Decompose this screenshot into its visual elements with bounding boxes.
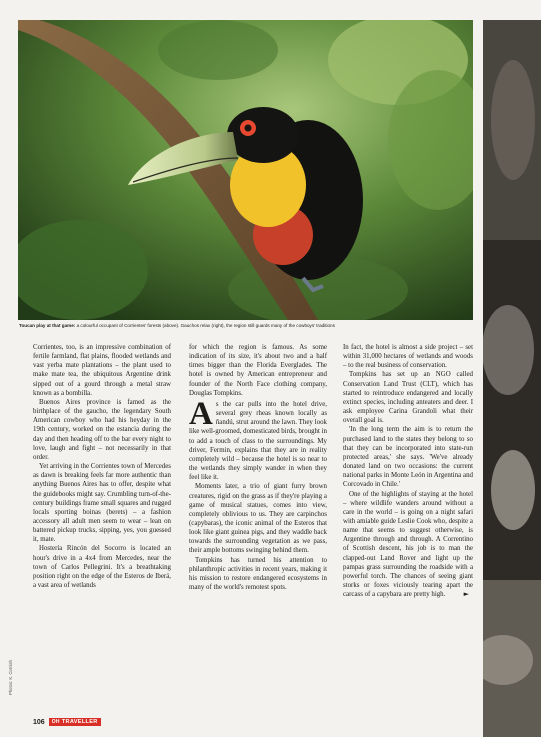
page-footer [33, 717, 101, 727]
dropcap-paragraph [189, 395, 327, 482]
drop-cap: A [189, 395, 213, 432]
paragraph: for which the region is famous. As some indication of its size, it's about two and a half times bigger than the Florida Everglades. The hotel is owned by American entrepreneur and founder of the North Face clothing company, Douglas Tompkins. [189, 344, 327, 397]
article-column-1 [33, 343, 171, 590]
paragraph: Buenos Aires province is famed as the birthplace of the gaucho, the legendary South American cowboy who had his heyday in the 19th century, worked on the estancia during the day and then heading off to the bar every night to love, laugh and fight – not necessarily in that order. [33, 398, 171, 461]
paragraph: Corrientes, too, is an impressive combination of fertile farmland, flat plains, flooded wetlands and vast yerba mate plantations – the plant used to make mate tea, the ubiquitous Argentine drink sipped out of a gourd through a metal straw known as a bombilla. [33, 344, 171, 397]
gauchos-illustration [483, 20, 541, 737]
gauchos-photo-edge [483, 20, 541, 737]
paragraph: Hostería Rincón del Socorro is located an hour's drive in a 4x4 from Mercedes, near the town of Carlos Pellegrini. It's a breathtaking position right on the edge of the Esteros de Iberá, a vast area of wetlands [33, 545, 171, 590]
paragraph: Moments later, a trio of giant furry brown creatures, rigid on the grass as if they're playing a game of musical statues, comes into view, completely oblivious to us. They are carpinchos (capybaras), the iconic animal of the Esteros that look like giant guinea pigs, and they waddle back towards the surrounding vegetation as we pass, their ample bottoms swinging behind them. [189, 483, 327, 555]
article-column-3 [343, 343, 473, 599]
photo-credit: Photos: K. Cornish [8, 660, 13, 695]
paragraph: Yet arriving in the Corrientes town of Mercedes as dawn is breaking feels far more authentic than anything Buenos Aires has to offer, despite what the guidebooks might say. Crumbling turn-of-the-century buildings frame small squares and rugged locals sporting boinas (berets) – a fashion accessory all adult men seem to wear – lean on battered pickup trucks, sipping, yes, you guessed it, mate. [33, 463, 171, 544]
right-arrow-icon: ► [463, 590, 469, 599]
paragraph: Tompkins has turned his attention to philanthropic activities in recent years, making it his mission to restore endangered ecosystems in many of the world's remotest spots. [189, 556, 327, 592]
paragraph: Tompkins has set up an NGO called Conservation Land Trust (CLT), which has started to reintroduce endangered and locally extinct species, including anteaters and deer. I ask employee Carina Grandoli what their overall goal is. [343, 371, 473, 425]
caption-lead: Toucan play at that game: [19, 323, 76, 328]
article-column-2 [189, 343, 327, 592]
toucan-illustration [18, 20, 473, 320]
paragraph [343, 490, 473, 600]
brand-name: TRAVELLER [61, 719, 98, 725]
toucan-photo [18, 20, 473, 320]
brand-badge [49, 718, 101, 726]
paragraph-text: One of the highlights of staying at the hotel – where wildlife wanders around without a care in the world – is going on a night safari with amiable guide Leslie Cook who, despite a name that seems to suggest otherwise, is Argentine through and through. A Correntino of Scottish descent, his job is to man the clapped-out Land Rover and light up the pampas grass surrounding the roadside with a powerful torch. The chances of seeing giant storks or foxes viciously tearing apart the carcass of a capybara are pretty high. [343, 490, 473, 599]
caption-text: a colourful occupant of Corrientes’ forests (above). Gauchos relax (right), the region still guards many of the cowboys’ traditions [75, 323, 335, 328]
paragraph-text: s the car pulls into the hotel drive, several grey rheas known locally as ñandú, strut around the lawn. They look like well-groomed, domesticated birds, brought in to add a touch of class to the surroundings. My driver, Fermin, explains that they are in reality completely wild – because the hotel is so near to the wetlands they simply wander in when they feel like it. [189, 400, 327, 482]
brand-mark: OH [51, 719, 60, 725]
photo-caption [19, 323, 475, 329]
paragraph: In fact, the hotel is almost a side project – set within 31,000 hectares of wetlands and woods – to the real business of conservation. [343, 344, 473, 370]
page-number: 106 [33, 718, 45, 726]
paragraph: 'In the long term the aim is to return the purchased land to the states they belong to so that they can be incorporated into state-run protected areas,' she says. 'We've already donated land on two occasions: the current national parks in Monte León in Argentina and Corcovado in Chile.' [343, 426, 473, 489]
